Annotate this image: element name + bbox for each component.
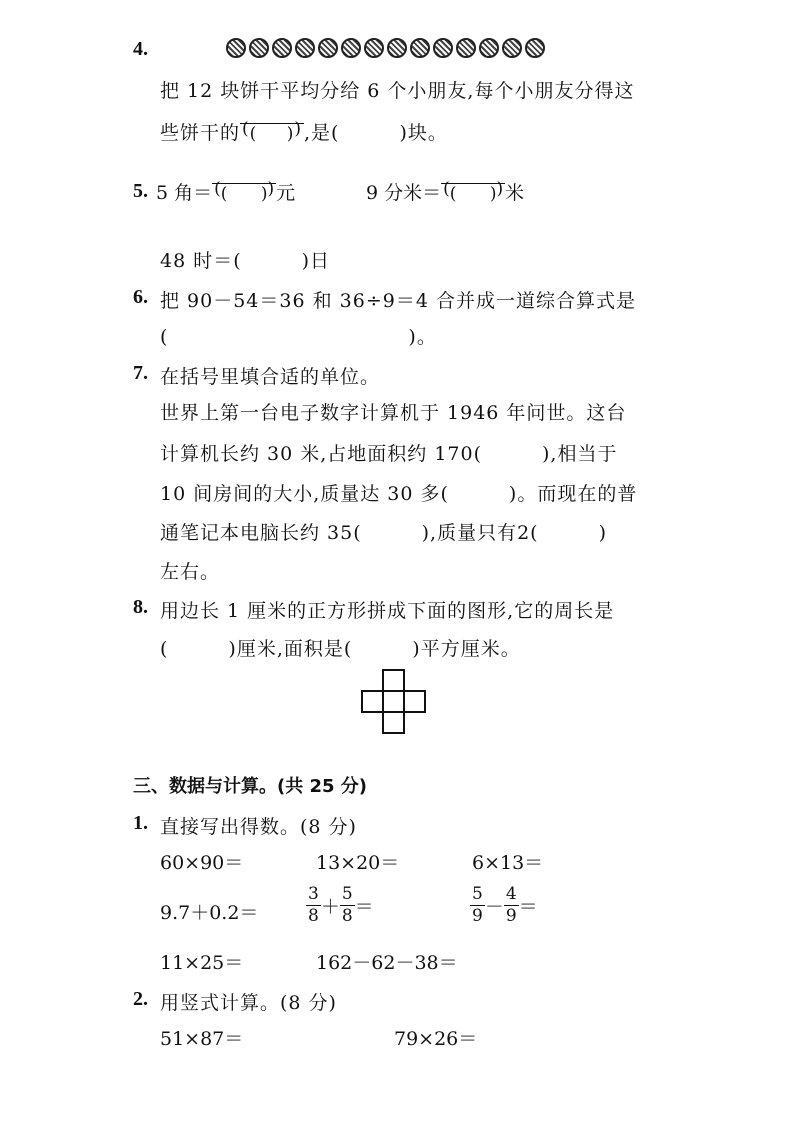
square-left <box>362 691 383 712</box>
q8-number: 8. <box>133 596 148 618</box>
square-bottom <box>383 712 404 733</box>
fraction-denominator: 8 <box>341 906 353 926</box>
circle-icon <box>226 38 246 58</box>
fraction-denominator: 9 <box>472 906 483 926</box>
blank-fraction[interactable] <box>240 121 304 143</box>
calc-r3c1: 11×25＝ <box>160 952 244 974</box>
q4-line2 <box>160 118 448 145</box>
q8-line1: 用边长 1 厘米的正方形拼成下面的图形,它的周长是 <box>160 600 615 622</box>
circle-icon <box>364 38 384 58</box>
q5-c: 48 时＝( )日 <box>160 250 331 272</box>
q5-a-unit: 元 <box>276 182 296 204</box>
q7-line4: 通笔记本电脑长约 35( ),质量只有2( ) <box>160 522 607 544</box>
s2-title: 用竖式计算。(8 分) <box>160 992 337 1014</box>
q7-line5: 左右。 <box>160 561 221 583</box>
circle-icon <box>341 38 361 58</box>
q8-line2: ( )厘米,面积是( )平方厘米。 <box>160 638 521 660</box>
circle-icon <box>249 38 269 58</box>
q6-line2: ( )。 <box>160 326 437 348</box>
circle-icon <box>272 38 292 58</box>
fraction-numerator: 4 <box>505 884 517 904</box>
blank-fraction[interactable] <box>441 181 505 203</box>
blank-fraction[interactable] <box>212 181 276 203</box>
q4-number: 4. <box>133 38 148 60</box>
fraction-5-9 <box>470 886 485 925</box>
fraction-5-8 <box>340 886 355 925</box>
square-top <box>383 670 404 691</box>
circle-icon <box>502 38 522 58</box>
q7-line2: 计算机长约 30 米,占地面积约 170( ),相当于 <box>160 443 618 465</box>
q5-a-left: 5 角＝ <box>156 182 213 204</box>
square-center <box>383 691 404 712</box>
q5-b-left: 9 分米＝ <box>366 182 442 204</box>
circle-icon <box>456 38 476 58</box>
q6-number: 6. <box>133 286 148 308</box>
q4-line2-text: 些饼干的 <box>160 122 241 144</box>
plus-operator: ＋ <box>320 896 340 918</box>
circle-icon <box>295 38 315 58</box>
q6-line1: 把 90－54＝36 和 36÷9＝4 合并成一道综合算式是 <box>160 290 636 312</box>
s2-number: 2. <box>133 988 148 1010</box>
q4-line1: 把 12 块饼干平均分给 6 个小朋友,每个小朋友分得这 <box>160 80 635 102</box>
q7-number: 7. <box>133 362 148 384</box>
calc-r1c2: 13×20＝ <box>316 852 400 874</box>
q5-b-unit: 米 <box>505 182 525 204</box>
calc-r2c1: 9.7＋0.2＝ <box>160 902 259 924</box>
q5-number: 5. <box>133 180 148 202</box>
circle-icon <box>410 38 430 58</box>
circle-icon <box>433 38 453 58</box>
section3-title: 三、数据与计算。(共 25 分) <box>133 776 368 797</box>
fraction-numerator: 5 <box>472 884 483 904</box>
circle-icon <box>387 38 407 58</box>
q4-line2-tail: ,是( )块。 <box>304 122 448 144</box>
q7-title: 在括号里填合适的单位。 <box>160 366 381 388</box>
s1-title: 直接写出得数。(8 分) <box>160 816 357 838</box>
circle-icon <box>525 38 545 58</box>
circle-icon <box>479 38 499 58</box>
calc-r1c3: 6×13＝ <box>472 852 544 874</box>
fraction-4-9 <box>504 886 519 925</box>
minus-operator: － <box>484 896 504 918</box>
s1-number: 1. <box>133 812 148 834</box>
square-right <box>404 691 425 712</box>
calc-r1c1: 60×90＝ <box>160 852 244 874</box>
fraction-numerator: 5 <box>341 884 353 904</box>
fraction-denominator: 8 <box>308 906 319 926</box>
q7-line3: 10 间房间的大小,质量达 30 多( )。而现在的普 <box>160 483 638 505</box>
fraction-3-8 <box>306 886 321 925</box>
decorative-circles <box>226 38 545 58</box>
cross-figure <box>360 668 430 742</box>
q5-row1b <box>366 178 524 205</box>
fraction-denominator: 9 <box>505 906 517 926</box>
q5-row1 <box>133 178 295 205</box>
calc-r2c2 <box>306 886 374 925</box>
vertical-calc-1: 51×87＝ <box>160 1028 244 1050</box>
calc-r3c2: 162－62－38＝ <box>316 952 458 974</box>
fraction-numerator: 3 <box>308 884 319 904</box>
circle-icon <box>318 38 338 58</box>
equals-sign: ＝ <box>354 896 374 918</box>
equals-sign: ＝ <box>518 896 538 918</box>
vertical-calc-2: 79×26＝ <box>394 1028 478 1050</box>
q7-line1: 世界上第一台电子数字计算机于 1946 年问世。这台 <box>160 402 627 424</box>
calc-r2c3 <box>470 886 538 925</box>
